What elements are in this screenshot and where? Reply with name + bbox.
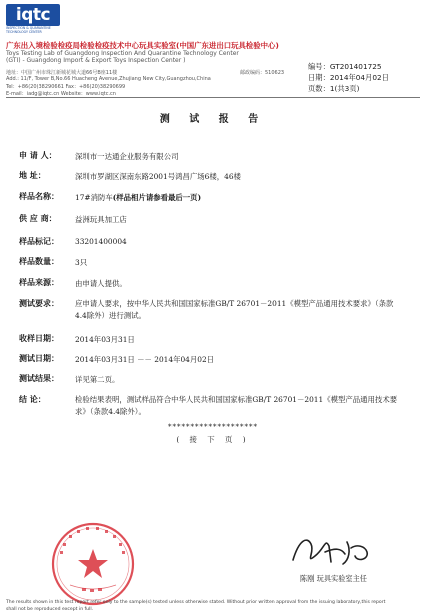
sample-name-value bbox=[75, 192, 201, 203]
conclusion-label: 结 论： bbox=[19, 394, 46, 404]
disclaimer-line-2: shall not be reproduced except in full. bbox=[6, 607, 94, 612]
quantity-label: 样品数量： bbox=[19, 256, 59, 266]
test-date-label: 测试日期： bbox=[19, 353, 59, 363]
lab-name-en-2: (GTI) - Guangdong Import & Export Toys Inspection Center ) bbox=[6, 57, 186, 64]
lab-name-cn: 广东出入境检验检疫局检验检疫技术中心玩具实验室(中国广东进出口玩具检验中心) bbox=[6, 41, 279, 50]
signer-name-title: 陈刚 玩具实验室主任 bbox=[300, 574, 367, 583]
report-number: 编号：GT201401725 bbox=[308, 62, 382, 71]
report-date: 日期：2014年04月02日 bbox=[308, 73, 389, 82]
sample-photo-note: (样品相片请参看最后一页) bbox=[112, 193, 202, 202]
email-website: E-mail：iadg@iqtc.cn Website：www.iqtc.cn bbox=[6, 91, 116, 97]
report-title: 测 试 报 告 bbox=[159, 114, 267, 125]
header-divider bbox=[6, 97, 420, 98]
tel-fax: Tel：+86(20)38290661 Fax：+86(20)38290699 bbox=[6, 84, 126, 90]
supplier-value: 益洲玩具加工店 bbox=[75, 215, 127, 224]
lab-name-en-1: Toys Testing Lab of Guangdong Inspection And Quarantine Technology Center bbox=[6, 50, 239, 57]
address-en: Add.: 11/F, Tower B,No.66 Huacheng Avenue,Zhujiang New City,Guangzhou,China bbox=[6, 76, 211, 82]
quantity-value: 3只 bbox=[75, 258, 88, 267]
logo-subtitle: INSPECTION & QUARANTINE TECHNOLOGY CENTER bbox=[6, 26, 51, 34]
test-date-value: 2014年03月31日 －－ 2014年04月02日 bbox=[75, 355, 215, 364]
logo-text: iqtc bbox=[6, 4, 60, 26]
test-requirement-label: 测试要求： bbox=[19, 298, 59, 308]
supplier-label: 供 应 商： bbox=[19, 213, 57, 223]
sample-mark-value: 33201400004 bbox=[75, 237, 127, 246]
test-requirement-value: 应申请人要求，按中华人民共和国国家标准GB/T 26701－2011《模型产品通用技术要求》（条款4.4除外）进行测试。 bbox=[75, 299, 394, 320]
sample-name: 17#消防车 bbox=[75, 193, 113, 202]
address-label: 地 址： bbox=[19, 170, 46, 180]
conclusion-value: 检验结果表明，测试样品符合中华人民共和国国家标准GB/T 26701－2011《模型产品通用技术要求》（条款4.4除外）。 bbox=[75, 395, 398, 416]
postcode: 邮政编码：510623 bbox=[240, 70, 285, 76]
sample-name-label: 样品名称： bbox=[19, 191, 59, 201]
applicant-label: 申 请 人： bbox=[19, 150, 57, 160]
continued-next-page: ( 接 下 页 ) bbox=[176, 435, 250, 444]
received-date-label: 收样日期： bbox=[19, 333, 59, 343]
address-value: 深圳市罗湖区深南东路2001号鸿昌广场6楼，46楼 bbox=[75, 172, 241, 181]
handwritten-signature bbox=[285, 530, 375, 570]
address-cn: 地址：中国广州市珠江新城花城大道66号B座11楼 bbox=[6, 70, 118, 76]
source-label: 样品来源： bbox=[19, 277, 59, 287]
test-result-value: 详见第二页。 bbox=[75, 375, 120, 384]
end-stars: ******************** bbox=[168, 423, 258, 431]
test-result-label: 测试结果： bbox=[19, 373, 59, 383]
sample-mark-label: 样品标记： bbox=[19, 236, 59, 246]
applicant-value: 深圳市一达通企业服务有限公司 bbox=[75, 152, 179, 161]
page-count: 页数：1(共3页) bbox=[308, 84, 360, 93]
source-value: 由申请人提供。 bbox=[75, 279, 127, 288]
iqtc-logo bbox=[6, 4, 60, 34]
official-seal bbox=[50, 521, 136, 607]
received-date-value: 2014年03月31日 bbox=[75, 335, 135, 344]
disclaimer-line-1: The results shown in this test report refer only to the sample(s) tested unless otherwise stated. Without prior written approval from the issuing laboratory,this report bbox=[6, 600, 386, 605]
